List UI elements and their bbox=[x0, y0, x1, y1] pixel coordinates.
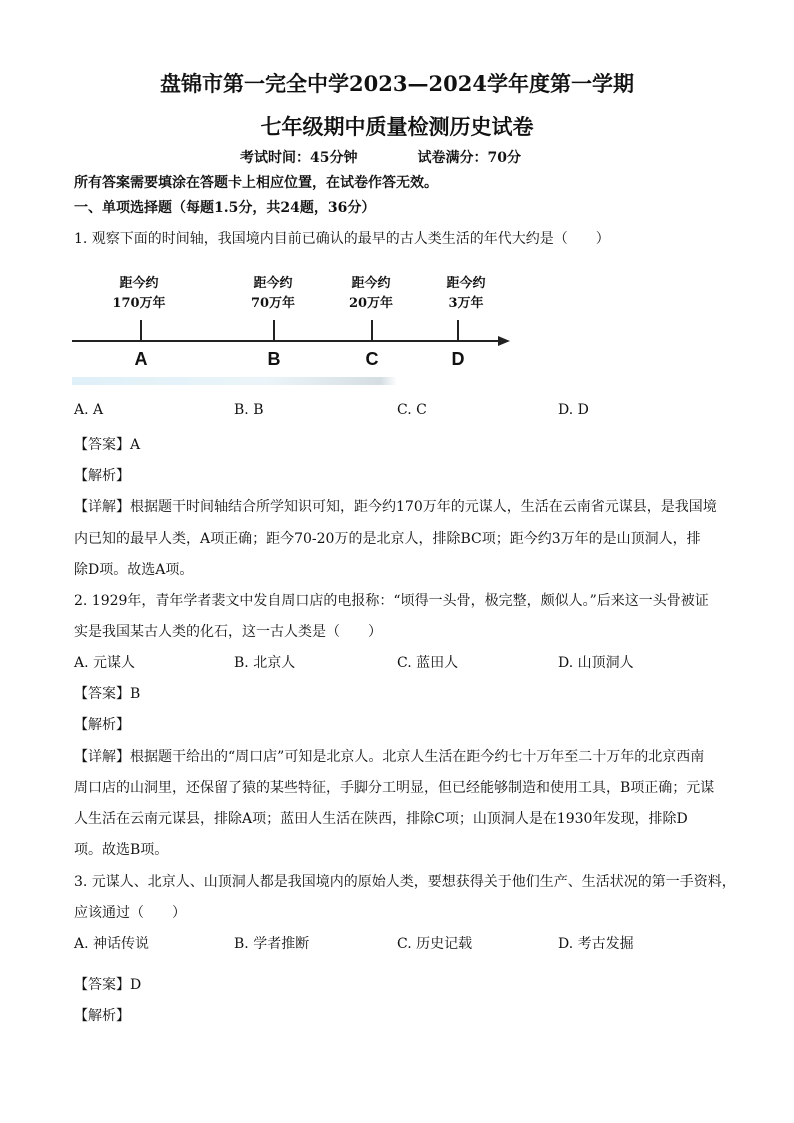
q1-option-d[interactable]: D. D bbox=[558, 402, 589, 418]
q1-answer: 【答案】A bbox=[74, 437, 141, 453]
scan-smudge bbox=[72, 377, 397, 385]
q1-option-a[interactable]: A. A bbox=[74, 402, 104, 418]
q1-detail-line-1: 【详解】根据题干时间轴结合所学知识可知，距今约170万年的元谋人，生活在云南省元谋县，是我国境 bbox=[74, 499, 717, 515]
q2-option-a[interactable]: A. 元谋人 bbox=[74, 655, 136, 671]
q2-option-d[interactable]: D. 山顶洞人 bbox=[558, 655, 634, 671]
q1-analysis-label: 【解析】 bbox=[74, 468, 130, 484]
timeline-letter-a: A bbox=[134, 349, 148, 369]
timeline-label-b: 距今约 70万年 bbox=[250, 276, 296, 311]
q2-detail-line-1: 【详解】根据题干给出的“周口店”可知是北京人。北京人生活在距今约七十万年至二十万年的北京西南 bbox=[74, 749, 705, 765]
timeline-label-a: 距今约 170万年 bbox=[112, 276, 166, 311]
q2-stem-line-2: 实是我国某古人类的化石，这一古人类是（ ） bbox=[74, 624, 382, 640]
timeline-letter-d: D bbox=[451, 349, 465, 369]
q2-answer: 【答案】B bbox=[74, 686, 141, 702]
timeline-label-d: 距今约 3万年 bbox=[446, 276, 486, 311]
q2-stem-line-1: 2. 1929年，青年学者裴文中发自周口店的电报称：“顷得一头骨，极完整，颇似人。”后来这一头骨被证 bbox=[74, 593, 709, 609]
q3-option-b[interactable]: B. 学者推断 bbox=[234, 936, 310, 952]
q2-options bbox=[74, 652, 714, 672]
q2-analysis-label: 【解析】 bbox=[74, 717, 130, 733]
q3-answer: 【答案】D bbox=[74, 977, 142, 993]
q3-stem-line-2: 应该通过（ ） bbox=[74, 905, 186, 921]
timeline-letter-c: C bbox=[365, 349, 379, 369]
q2-detail-line-3: 人生活在云南元谋县，排除A项；蓝田人生活在陕西，排除C项；山顶洞人是在1930年发现，排除D bbox=[74, 811, 688, 827]
q1-detail-line-3: 除D项。故选A项。 bbox=[74, 562, 194, 578]
q1-options bbox=[74, 402, 714, 422]
full-score: 试卷满分：70分 bbox=[417, 150, 521, 166]
timeline-letter-b: B bbox=[267, 349, 281, 369]
q3-analysis-label: 【解析】 bbox=[74, 1008, 130, 1024]
q1-option-b[interactable]: B. B bbox=[234, 402, 264, 418]
exam-meta bbox=[240, 147, 521, 167]
instruction: 所有答案需要填涂在答题卡上相应位置，在试卷作答无效。 bbox=[74, 175, 438, 191]
timeline-figure bbox=[70, 272, 520, 392]
q3-stem-line-1: 3. 元谋人、北京人、山顶洞人都是我国境内的原始人类，要想获得关于他们生产、生活状况的第一手资料， bbox=[74, 874, 736, 890]
axis-arrow bbox=[498, 336, 510, 346]
school-title: 盘锦市第一完全中学2023—2024学年度第一学期 bbox=[160, 71, 634, 96]
q2-detail-line-2: 周口店的山洞里，还保留了猿的某些特征，手脚分工明显，但已经能够制造和使用工具，B项正确；元谋 bbox=[74, 780, 715, 796]
q2-option-b[interactable]: B. 北京人 bbox=[234, 655, 296, 671]
q2-detail-line-4: 项。故选B项。 bbox=[74, 842, 169, 858]
exam-time: 考试时间：45分钟 bbox=[240, 150, 358, 166]
q1-stem: 1. 观察下面的时间轴，我国境内目前已确认的最早的古人类生活的年代大约是（ ） bbox=[74, 231, 610, 247]
q3-options bbox=[74, 933, 714, 953]
section-heading: 一、单项选择题（每题1.5分，共24题，36分） bbox=[74, 200, 376, 216]
q3-option-c[interactable]: C. 历史记载 bbox=[397, 936, 473, 952]
exam-title: 七年级期中质量检测历史试卷 bbox=[260, 114, 534, 139]
q2-option-c[interactable]: C. 蓝田人 bbox=[397, 655, 459, 671]
q1-option-c[interactable]: C. C bbox=[397, 402, 427, 418]
q3-option-a[interactable]: A. 神话传说 bbox=[74, 936, 150, 952]
timeline-label-c: 距今约 20万年 bbox=[348, 276, 394, 311]
q3-option-d[interactable]: D. 考古发掘 bbox=[558, 936, 634, 952]
q1-detail-line-2: 内已知的最早人类，A项正确；距今70-20万的是北京人，排除BC项；距今约3万年的是山顶洞人，排 bbox=[74, 531, 701, 547]
